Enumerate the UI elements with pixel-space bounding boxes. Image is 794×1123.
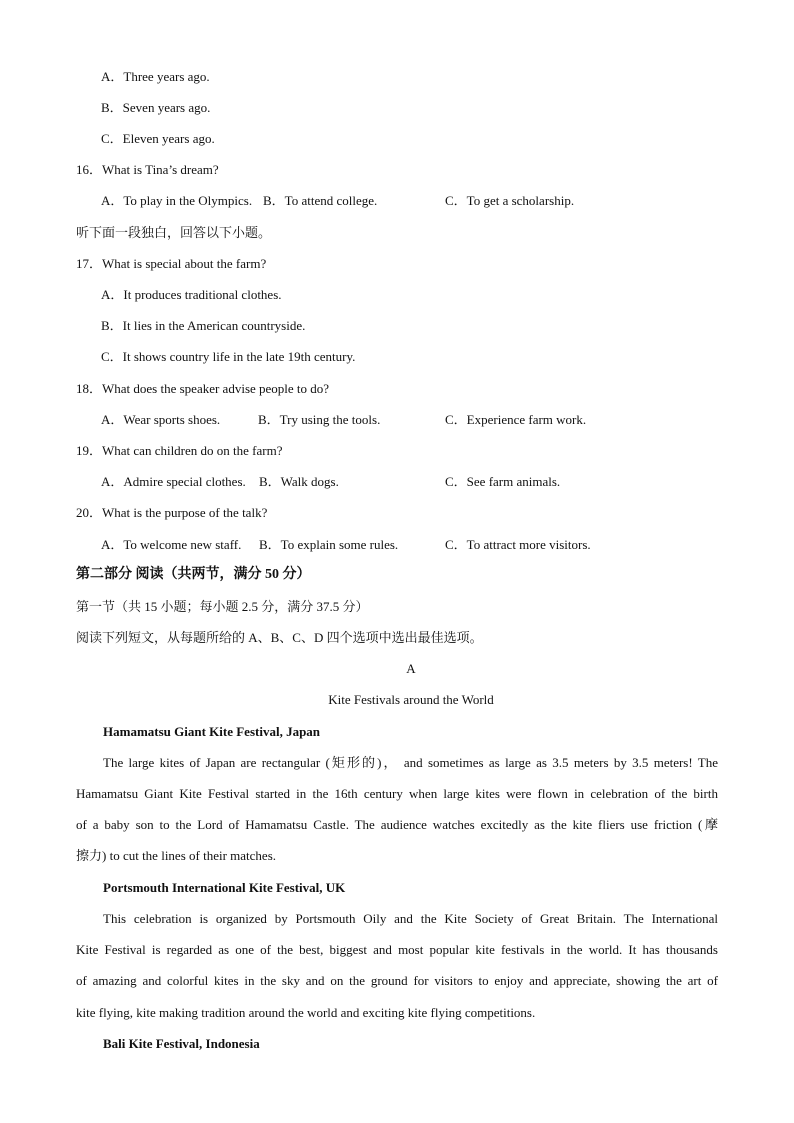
q17-option-b: B．It lies in the American countryside. [101, 318, 306, 333]
festival-heading-bali: Bali Kite Festival, Indonesia [103, 1036, 260, 1051]
reading-instruction: 阅读下列短文，从每题所给的 A、B、C、D 四个选项中选出最佳选项。 [76, 630, 483, 645]
q16-question: 16．What is Tina’s dream? [76, 162, 219, 177]
q15-option-c: C．Eleven years ago. [101, 131, 215, 146]
paragraph-line: 擦力) to cut the lines of their matches. [76, 848, 277, 863]
paragraph-line: Hamamatsu Giant Kite Festival started in the 16th century when large kites were flown in celebration of the birth [76, 786, 718, 801]
q19-option-a: A．Admire special clothes. [101, 474, 246, 489]
q16-option-a: A．To play in the Olympics. [101, 193, 253, 208]
q20-option-c: C．To attract more visitors. [445, 537, 591, 552]
q19-question: 19．What can children do on the farm? [76, 443, 283, 458]
reading-part-title: 第二部分 阅读（共两节，满分 50 分） [76, 567, 311, 582]
q15-option-b: B．Seven years ago. [101, 100, 211, 115]
monologue-instruction: 听下面一段独白，回答以下小题。 [76, 225, 272, 240]
passage-letter: A [406, 661, 416, 676]
paragraph-line: The large kites of Japan are rectangular (矩形的)， and sometimes as large as 3.5 meters by 3.5 meters! The [103, 755, 718, 770]
q20-question: 20．What is the purpose of the talk? [76, 505, 268, 520]
paragraph-line: of amazing and colorful kites in the sky and on the ground for visitors to enjoy and appreciate, showing the art of [76, 973, 718, 988]
passage-title: Kite Festivals around the World [328, 692, 494, 707]
festival-heading-portsmouth: Portsmouth International Kite Festival, UK [103, 880, 346, 895]
q17-option-a: A．It produces traditional clothes. [101, 287, 282, 302]
reading-section-1: 第一节（共 15 小题；每小题 2.5 分，满分 37.5 分） [76, 599, 369, 614]
paragraph-line: This celebration is organized by Portsmouth Oily and the Kite Society of Great Britain. The International [103, 911, 718, 926]
paragraph-line: of a baby son to the Lord of Hamamatsu Castle. The audience watches excitedly as the kite fliers use friction (摩 [76, 817, 718, 832]
q20-option-a: A．To welcome new staff. [101, 537, 242, 552]
q16-option-c: C．To get a scholarship. [445, 193, 575, 208]
q18-option-c: C．Experience farm work. [445, 412, 587, 427]
q20-option-b: B．To explain some rules. [259, 537, 399, 552]
paragraph-line: kite flying, kite making tradition around the world and exciting kite flying competitions. [76, 1005, 536, 1020]
q17-option-c: C．It shows country life in the late 19th century. [101, 349, 356, 364]
q17-question: 17．What is special about the farm? [76, 256, 267, 271]
q16-option-b: B．To attend college. [263, 193, 378, 208]
q19-option-b: B．Walk dogs. [259, 474, 339, 489]
q18-option-a: A．Wear sports shoes. [101, 412, 221, 427]
paragraph-line: Kite Festival is regarded as one of the best, biggest and most popular kite festivals in the world. It has thousands [76, 942, 718, 957]
q19-option-c: C．See farm animals. [445, 474, 561, 489]
festival-heading-hamamatsu: Hamamatsu Giant Kite Festival, Japan [103, 724, 321, 739]
q18-option-b: B．Try using the tools. [258, 412, 381, 427]
q15-option-a: A．Three years ago. [101, 69, 210, 84]
q18-question: 18．What does the speaker advise people to do? [76, 381, 330, 396]
